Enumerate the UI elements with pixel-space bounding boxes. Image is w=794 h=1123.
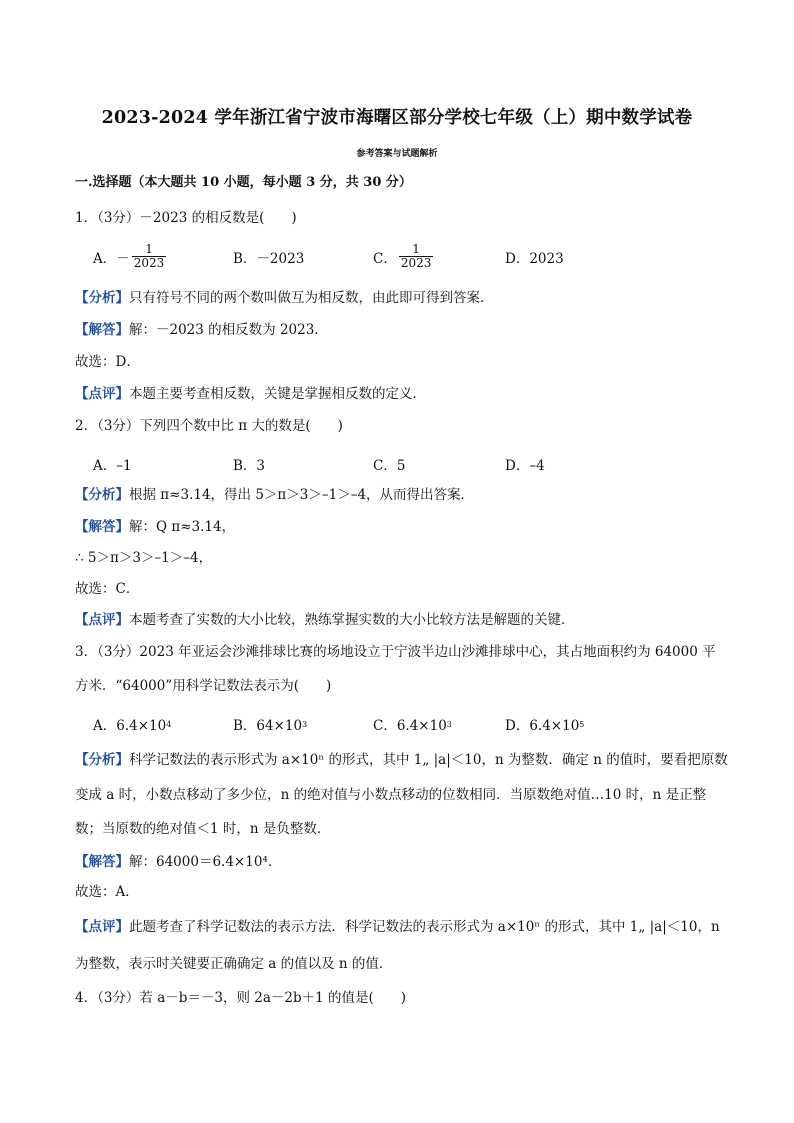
- answer-tag: 【解答】: [75, 854, 129, 870]
- comment-tag: 【点评】: [75, 919, 129, 935]
- q1-option-c-label: C．: [373, 250, 397, 267]
- q1-comment-text: 本题主要考查相反数，关键是掌握相反数的定义．: [129, 386, 426, 402]
- q1-option-c-numerator: 1: [412, 242, 420, 256]
- q2-comment-text: 本题考查了实数的大小比较，熟练掌握实数的大小比较方法是解题的关键．: [129, 612, 575, 628]
- q3-option-c-exponent: 3: [446, 719, 452, 729]
- q1-option-b: B．－2023: [233, 250, 305, 267]
- q3-stem-line1: 3．（3分）2023 年亚运会沙滩排球比赛的场地设立于宁波半边山沙滩排球中心，其占地面积约为 64000 平: [75, 644, 716, 660]
- page-title: 2023-2024 学年浙江省宁波市海曙区部分学校七年级（上）期中数学试卷: [101, 108, 693, 128]
- q3-option-b-exponent: 3: [302, 719, 308, 729]
- q4-stem: 4．（3分）若 a－b＝－3，则 2a－2b＋1 的值是( ): [75, 990, 407, 1006]
- section-heading: 一.选择题（本大题共 10 小题，每小题 3 分，共 30 分）: [75, 175, 412, 190]
- q2-answer-text: 解：Q π≈3.14，: [129, 519, 236, 535]
- q3-option-a-base: A．6.4×10: [93, 718, 167, 734]
- q3-option-c: [373, 714, 505, 734]
- q1-option-a-numerator: 1: [145, 242, 153, 256]
- q3-stem-line2: 方米．“64000”用科学记数法表示为( ): [75, 678, 332, 694]
- q3-analysis-text-1: 科学记数法的表示形式为 a×10ⁿ 的形式，其中 1„ |a|＜10，n 为整数．确定 n 的值时，要看把原数: [129, 752, 728, 768]
- answer-tag: 【解答】: [75, 519, 129, 535]
- q1-comment: [75, 384, 426, 404]
- q3-comment: [75, 917, 720, 937]
- q1-analysis-text: 只有符号不同的两个数叫做互为相反数，由此即可得到答案．: [129, 290, 494, 306]
- q3-options: [93, 714, 713, 734]
- q1-option-c-fraction: [399, 243, 434, 270]
- q3-choose: 故选：A．: [75, 884, 139, 900]
- page-subtitle: 参考答案与试题解析: [356, 149, 438, 159]
- q3-option-d-exponent: 5: [579, 719, 585, 729]
- q1-answer: [75, 320, 328, 340]
- q3-comment-text-1: 此题考查了科学记数法的表示方法．科学记数法的表示形式为 a×10ⁿ 的形式，其中 1„ |a|＜10，n: [129, 919, 720, 935]
- q3-option-b: [233, 714, 373, 734]
- comment-tag: 【点评】: [75, 386, 129, 402]
- q2-answer: [75, 517, 235, 537]
- q1-option-a: [93, 243, 233, 270]
- q3-option-c-base: C．6.4×10: [373, 718, 447, 734]
- q1-option-d: D．2023: [505, 250, 564, 267]
- q3-option-b-base: B．64×10: [233, 718, 303, 734]
- q3-option-d: [505, 714, 645, 734]
- q1-option-a-label: A．－: [93, 250, 130, 267]
- q2-comment: [75, 610, 575, 630]
- q2-analysis-text: 根据 π≈3.14，得出 5＞π＞3＞–1＞–4，从而得出答案．: [129, 487, 475, 503]
- q2-option-a: A．–1: [93, 458, 132, 474]
- q1-option-a-denominator: 2023: [133, 256, 165, 270]
- q3-comment-line2: 为整数，表示时关键要正确确定 a 的值以及 n 的值．: [75, 956, 393, 972]
- q3-analysis-line3: 数；当原数的绝对值＜1 时，n 是负整数．: [75, 821, 331, 837]
- q1-option-a-fraction: [132, 243, 167, 270]
- q3-analysis-line2: 变成 a 时，小数点移动了多少位，n 的绝对值与小数点移动的位数相同．当原数绝对值…10 时，n 是正整: [75, 787, 707, 803]
- q2-analysis: [75, 485, 474, 505]
- q3-option-d-base: D．6.4×10: [505, 718, 580, 734]
- q1-analysis: [75, 288, 494, 308]
- q2-answer-line2: ∴ 5＞π＞3＞–1＞–4，: [75, 550, 213, 566]
- q1-options: [93, 243, 713, 270]
- q1-choose: 故选：D．: [75, 354, 140, 370]
- q3-answer: [75, 852, 281, 872]
- q2-option-c: C．5: [373, 458, 406, 474]
- analysis-tag: 【分析】: [75, 290, 129, 306]
- q1-stem: 1．（3分）－2023 的相反数是( ): [75, 210, 297, 226]
- q1-answer-text: 解：－2023 的相反数为 2023．: [129, 322, 328, 338]
- q3-analysis: [75, 750, 728, 770]
- q2-stem: 2．（3分）下列四个数中比 π 大的数是( ): [75, 418, 343, 434]
- q2-choose: 故选：C．: [75, 581, 140, 597]
- analysis-tag: 【分析】: [75, 752, 129, 768]
- q2-options: [93, 454, 713, 474]
- q1-option-c: [373, 243, 505, 270]
- q3-option-a-exponent: 4: [166, 719, 172, 729]
- q3-answer-text: 解：64000＝6.4×10⁴．: [129, 854, 282, 870]
- q1-option-c-denominator: 2023: [400, 256, 432, 270]
- q2-option-b: B．3: [233, 458, 266, 474]
- q2-option-d: D．–4: [505, 458, 545, 474]
- analysis-tag: 【分析】: [75, 487, 129, 503]
- comment-tag: 【点评】: [75, 612, 129, 628]
- q3-option-a: [93, 714, 233, 734]
- answer-tag: 【解答】: [75, 322, 129, 338]
